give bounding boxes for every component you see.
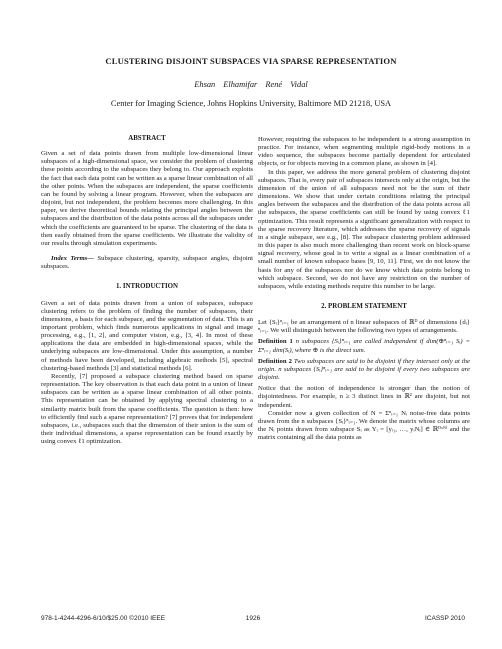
- abstract-text: Given a set of data points drawn from multiple low-dimensional linear subspaces of a high-dimensional space, we consider the problem of clustering these points according to the subspaces they belong to. Our approach exploits the fact that each data point can be written as a sparse linear combination of all the other points. When the subspaces are independent, the sparse coefficients can be found by solving a linear program. However, when the subspaces are disjoint, but not independent, the problem becomes more challenging. In this paper, we derive theoretical bounds relating the principal angles between the subspaces and the distribution of the data points across all the subspaces under which the coefficients are guaranteed to be sparse. The clustering of the data is then easily obtained from the sparse coefficients. We illustrate the validity of our results through simulation experiments.: [41, 150, 253, 247]
- intro-paragraph-2: Recently, [7] proposed a subspace clustering method based on sparse representation. The key observation is that each data point in a union of linear subspaces can be written as a sparse linear combination of all other points. This representation can be obtained by applying spectral clustering to a similarity matrix built from the sparse coefficients. The question is then: how to efficiently find such a sparse representation? [7] proves that for independent subspaces, i.e., subspaces such that the dimension of their union is the sum of their individual dimensions, a sparse representation can be found exactly by using convex ℓ1 optimization.: [41, 372, 253, 446]
- definition-2-label: Definition 2: [258, 357, 292, 365]
- paper-authors: Ehsan Elhamifar René Vidal: [194, 80, 308, 89]
- footer-isbn: 978-1-4244-4296-6/10/$25.00 ©2010 IEEE: [41, 615, 166, 622]
- definition-1-label: Definition 1: [258, 338, 293, 346]
- problem-paragraph-1: Let {Sᵢ}ⁿᵢ₌₁ be an arrangement of n linear subspaces of ℝᴰ of dimensions {dᵢ}ⁿᵢ₌₁. We will distinguish between the following two types of arrangements.: [258, 319, 470, 335]
- paper-affiliation: Center for Imaging Science, Johns Hopkins University, Baltimore MD 21218, USA: [110, 99, 392, 108]
- index-terms-label: Index Terms—: [51, 255, 94, 263]
- definition-2-text: Two subspaces are said to be disjoint if they intersect only at the origin. n subspaces {Sᵢ}ⁿᵢ₌₁ are said to be disjoint if every two subspaces are disjoint.: [258, 357, 470, 382]
- index-terms: [41, 255, 253, 271]
- definition-1-text: n subspaces {Sᵢ}ⁿᵢ₌₁ are called independent if dim(⊕ⁿᵢ₌₁ Sᵢ) = Σⁿᵢ₌₁ dim(Sᵢ), where ⊕ is the direct sum.: [258, 338, 470, 354]
- problem-heading: 2. PROBLEM STATEMENT: [321, 302, 407, 310]
- footer-page-number: 1926: [245, 615, 261, 622]
- problem-paragraph-3: Consider now a given collection of N = Σⁿᵢ₌₁ Nᵢ noise-free data points drawn from the n subspaces {Sᵢ}ⁿᵢ₌₁. We denote the matrix whose columns are the Nᵢ points drawn from subspace Sᵢ as Yᵢ = [yᵢ₁, …, yᵢNᵢ] ∈ ℝᴰˣᴺⁱ and the matrix containing all the data points as: [258, 409, 470, 442]
- page-footer: [41, 615, 465, 625]
- intro-paragraph-3: However, requiring the subspaces to be independent is a strong assumption in practice. For instance, when segmenting multiple rigid-body motions in a video sequence, the subspaces become partially dependent for articulated objects, or for objects moving in a common plane, as shown in [4].: [258, 136, 470, 168]
- abstract-heading: ABSTRACT: [128, 135, 166, 142]
- problem-paragraph-2: Notice that the notion of independence is stronger than the notion of disjointedness. For example, n ≥ 3 distinct lines in ℝ² are disjoint, but not independent.: [258, 385, 470, 409]
- index-terms-text: Subspace clustering, sparsity, subspace angles, disjoint subspaces.: [41, 255, 253, 271]
- definition-1: [258, 338, 470, 354]
- intro-paragraph-1: Given a set of data points drawn from a union of subspaces, subspace clustering refers to the problem of finding the number of subspaces, their dimensions, a basis for each subspace, and the segmentation of data. This is an important problem, which finds numerous applications in signal and image processing, e.g., [1, 2], and computer vision, e.g., [3, 4]. In most of these applications the data are embedded in high-dimensional spaces, while the underlying subspaces are low-dimensional. Under this assumption, a number of methods have been developed, including algebraic methods [5], spectral clustering-based methods [3] and statistical methods [6].: [41, 299, 253, 372]
- left-column: [41, 135, 253, 446]
- intro-paragraph-4: In this paper, we address the more general problem of clustering disjoint subspaces. That is, every pair of subspaces intersects only at the origin, but the dimension of the union of all subspaces need not be the sum of their dimensions. We show that under certain conditions relating the principal angles between the subspaces and the distribution of the data points across all the subspaces, the sparse coefficients can still be found by using convex ℓ1 optimization. This result represents a significant generalization with respect to the sparse recovery literature, which addresses the sparse recovery of signals in a single subspace, see e.g., [8]. The subspace clustering problem addressed in this paper is also much more challenging than recent work on block-sparse signal recovery, whose goal is to write a signal as a linear combination of a small number of known subspace bases [9, 10, 11]. First, we do not know the basis for any of the subspaces nor do we know which data points belong to which subspace. Second, we do not have any restriction on the number of subspaces, while existing methods require this number to be large.: [258, 168, 470, 290]
- paper-title: CLUSTERING DISJOINT SUBSPACES VIA SPARSE REPRESENTATION: [105, 56, 397, 66]
- footer-venue: ICASSP 2010: [425, 615, 465, 622]
- right-column: [258, 136, 470, 442]
- definition-2: [258, 358, 470, 382]
- intro-heading: 1. INTRODUCTION: [115, 283, 179, 291]
